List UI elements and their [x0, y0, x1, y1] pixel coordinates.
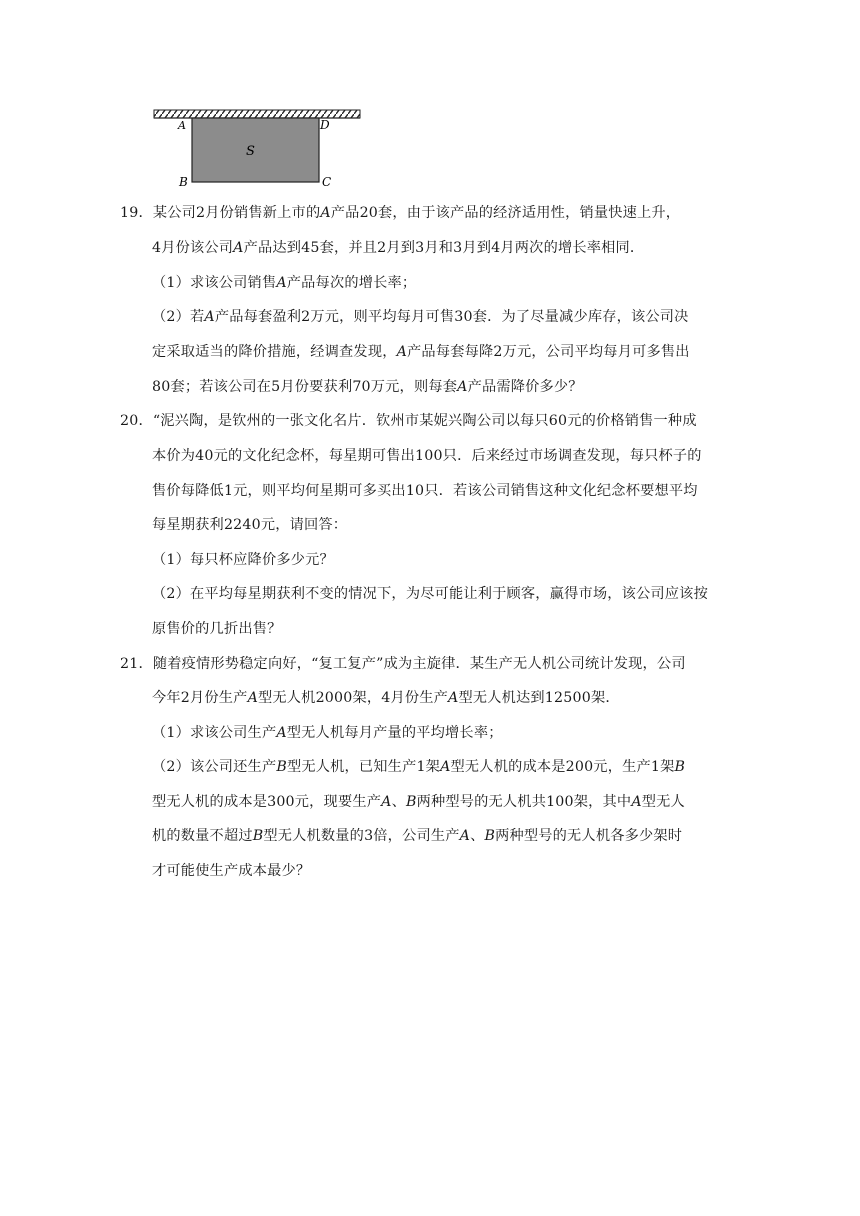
q21-sub1-text: （1）求该公司生产 — [152, 725, 277, 741]
q21-sub2-text: 机的数量不超过 — [152, 828, 253, 844]
q21-sub1-text: 型无人机每月产量的平均增长率； — [286, 725, 503, 741]
q21-sub2-line-4: 才可能使生产成本最少？ — [152, 863, 311, 879]
q19-line-2 — [152, 239, 644, 257]
q19-sub2-line-2 — [152, 343, 690, 361]
var-a: A — [320, 205, 331, 221]
q21-text: 型无人机达到12500架． — [458, 690, 620, 706]
var-a: A — [457, 379, 468, 395]
q19-sub2-text: 产品每套盈利2万元，则平均每月可售30套．为了尽量减少库存，该公司决 — [214, 309, 689, 325]
q19-sub2-text: 产品每套每降2万元，公司平均每月可多售出 — [407, 344, 690, 360]
q20-sub2-line-2: 原售价的几折出售？ — [152, 621, 282, 637]
var-b: B — [276, 759, 287, 775]
q21-sub2-line-2 — [152, 793, 685, 811]
q19-sub2-text: 80套；若该公司在5月份要获利70万元，则每套 — [152, 379, 458, 395]
var-b: B — [484, 828, 496, 844]
q20-line-2: 本价为40元的文化纪念杯，每星期可售出100只．后来经过市场调查发现，每只杯子的 — [152, 448, 702, 464]
vertex-label-a: A — [178, 119, 186, 132]
q19-sub2-text: 定采取适当的降价措施，经调查发现， — [152, 344, 397, 360]
q21-text: 今年2月份生产 — [152, 690, 248, 706]
var-a: A — [396, 344, 408, 360]
var-a: A — [276, 275, 287, 291]
rectangle-abcd — [192, 118, 319, 182]
q20-line-3: 售价每降低1元，则平均何星期可多买出10只．若该公司销售这种文化纪念杯要想平均 — [152, 483, 698, 499]
rectangle-diagram — [150, 106, 364, 190]
q21-sub2-line-1 — [152, 758, 685, 776]
var-a: A — [459, 828, 471, 844]
q19-sub2-line-3 — [152, 378, 583, 396]
q21-sub2-text: 、 — [391, 794, 406, 810]
q19-text: 某公司2月份销售新上市的 — [152, 205, 321, 221]
q21-sub1 — [152, 724, 503, 742]
var-a: A — [440, 759, 451, 775]
q20-line-4: 每星期获利2240元，请回答： — [152, 517, 348, 533]
q21-text: 随着疫情形势稳定向好，“复工复产”成为主旋律．某生产无人机公司统计发现，公司 — [152, 656, 686, 672]
q19-sub2-line-1 — [152, 308, 689, 326]
q19-sub2-text: 产品需降价多少？ — [467, 379, 583, 395]
q21-sub2-text: 型无人机数量的3倍，公司生产 — [263, 828, 460, 844]
q19-sub1-text: 产品每次的增长率； — [286, 275, 417, 291]
q21-sub2-text: 两种型号的无人机共100架，其中 — [416, 794, 632, 810]
q19-sub1 — [152, 274, 416, 292]
vertex-label-b: B — [179, 175, 188, 189]
q20-sub2-line-1: （2）在平均每星期获利不变的情况下，为尽可能让利于顾客，赢得市场，该公司应该按 — [152, 586, 708, 602]
var-b: B — [674, 759, 686, 775]
var-a: A — [276, 725, 287, 741]
q19-line-1 — [120, 204, 680, 222]
vertex-label-d: D — [320, 118, 330, 132]
q21-sub2-text: 型无人机，已知生产1架 — [286, 759, 441, 775]
q21-number: 21． — [120, 656, 153, 672]
q21-text: 型无人机2000架，4月份生产 — [258, 690, 449, 706]
q19-number: 19． — [120, 205, 153, 221]
q21-sub2-line-3 — [152, 827, 682, 845]
q21-sub2-text: 型无人机的成本是200元，生产1架 — [450, 759, 675, 775]
var-b: B — [252, 828, 264, 844]
var-a: A — [448, 690, 459, 706]
q19-text: 4月份该公司 — [152, 240, 234, 256]
q21-sub2-text: 型无人机的成本是300元，现要生产 — [152, 794, 382, 810]
q21-sub2-text: 、 — [470, 828, 485, 844]
hatched-wall — [154, 110, 360, 118]
area-label-s: S — [246, 144, 255, 159]
q21-sub2-text: 型无人 — [641, 794, 685, 810]
var-a: A — [233, 240, 244, 256]
q19-sub1-text: （1）求该公司销售 — [152, 275, 277, 291]
var-a: A — [204, 309, 215, 325]
q19-sub2-text: （2）若 — [152, 309, 205, 325]
q19-text: 产品20套，由于该产品的经济适用性，销量快速上升， — [330, 205, 681, 221]
var-a: A — [381, 794, 392, 810]
q21-line-1 — [120, 655, 686, 673]
vertex-label-c: C — [322, 175, 332, 189]
q19-text: 产品达到45套，并且2月到3月和3月到4月两次的增长率相同． — [243, 240, 645, 256]
q21-sub2-text: （2）该公司还生产 — [152, 759, 277, 775]
q20-sub1: （1）每只杯应降价多少元？ — [152, 552, 334, 568]
q20-text: “泥兴陶，是钦州的一张文化名片．钦州市某妮兴陶公司以每只60元的价格销售一种成 — [152, 413, 697, 429]
rectangle-figure — [150, 106, 364, 190]
q20-line-1 — [120, 412, 697, 430]
var-a: A — [247, 690, 259, 706]
var-b: B — [405, 794, 417, 810]
q21-line-2 — [152, 689, 620, 707]
q20-number: 20． — [120, 413, 153, 429]
q21-sub2-text: 两种型号的无人机各多少架时 — [495, 828, 683, 844]
var-a: A — [631, 794, 642, 810]
